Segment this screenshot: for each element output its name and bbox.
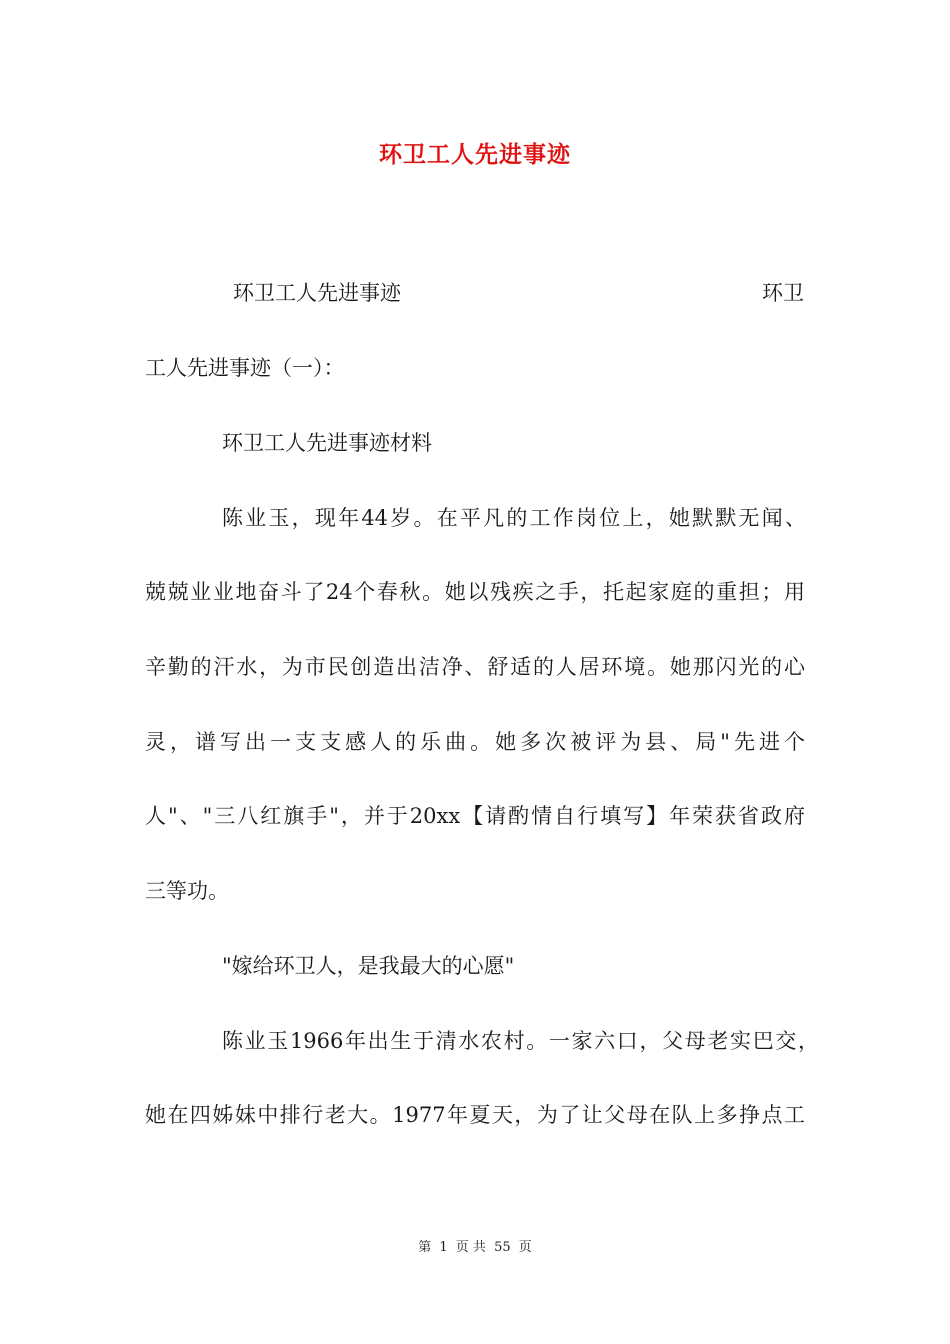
paragraph-line: 灵，谱写出一支支感人的乐曲。她多次被评为县、局"先进个 xyxy=(145,730,805,754)
paragraph-line: 辛勤的汗水，为市民创造出洁净、舒适的人居环境。她那闪光的心 xyxy=(145,655,805,679)
quote-heading: "嫁给环卫人，是我最大的心愿" xyxy=(222,954,515,978)
footer-suffix: 页 xyxy=(518,1240,532,1255)
document-title: 环卫工人先进事迹 xyxy=(379,141,571,168)
section-heading: 工人先进事迹（一）： xyxy=(145,356,345,380)
heading-line: 环卫工人先进事迹 xyxy=(233,281,401,305)
paragraph-line: 三等功。 xyxy=(145,879,229,903)
paragraph-line: 兢兢业业地奋斗了24个春秋。她以残疾之手，托起家庭的重担；用 xyxy=(145,580,805,604)
footer-prefix: 第 xyxy=(418,1240,432,1255)
footer-total-pages: 55 xyxy=(494,1240,511,1255)
paragraph-line: 陈业玉，现年44岁。在平凡的工作岗位上，她默默无闻、 xyxy=(222,506,806,530)
page-footer xyxy=(0,1236,950,1255)
footer-middle: 页 共 xyxy=(455,1240,486,1255)
paragraph-line: 人"、"三八红旗手"，并于20xx【请酌情自行填写】年荣获省政府 xyxy=(145,804,805,828)
paragraph-line: 她在四姊妹中排行老大。1977年夏天，为了让父母在队上多挣点工 xyxy=(145,1103,805,1127)
paragraph-line: 陈业玉1966年出生于清水农村。一家六口，父母老实巴交， xyxy=(222,1029,819,1053)
footer-page-number: 1 xyxy=(439,1240,448,1255)
subheading: 环卫工人先进事迹材料 xyxy=(222,431,432,455)
heading-line-tail: 环卫 xyxy=(762,281,804,305)
